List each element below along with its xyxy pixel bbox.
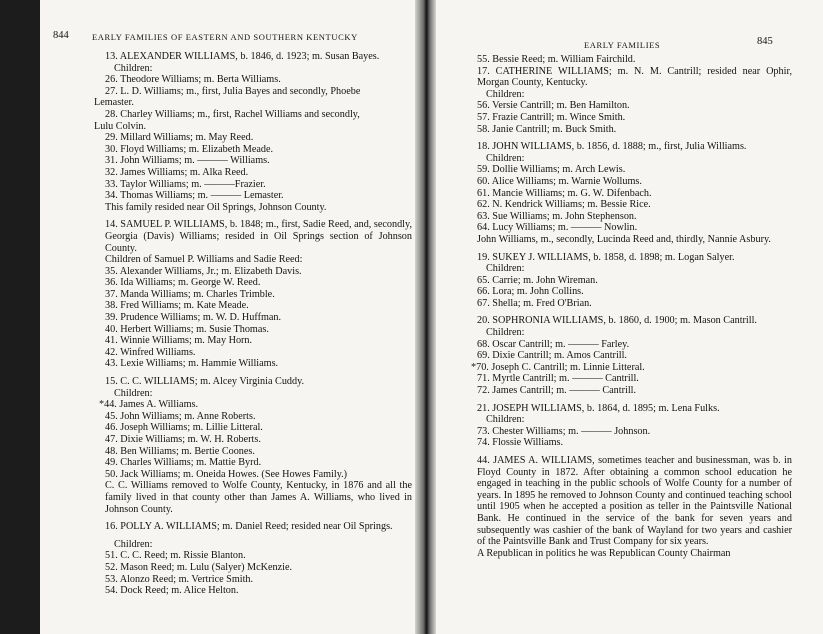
text-line: 54. Dock Reed; m. Alice Helton. bbox=[105, 585, 239, 597]
text-line: *70. Joseph C. Cantrill; m. Linnie Litteral. bbox=[471, 361, 645, 373]
left-running-head: EARLY FAMILIES OF EASTERN AND SOUTHERN KENTUCKY bbox=[92, 32, 358, 42]
text-line: 47. Dixie Williams; m. W. H. Roberts. bbox=[105, 434, 261, 445]
text-line: 30. Floyd Williams; m. Elizabeth Meade. bbox=[105, 143, 274, 155]
text-line: 52. Mason Reed; m. Lulu (Salyer) McKenzie. bbox=[105, 561, 293, 573]
text-line: 50. Jack Williams; m. Oneida Howes. (See Howes Family.) bbox=[105, 468, 348, 480]
text-line: 28. Charley Williams; m., first, Rachel Williams and secondly, bbox=[105, 108, 360, 120]
text-line: 59. Dollie Williams; m. Arch Lewis. bbox=[477, 164, 626, 176]
text-line: 61. Mancie Williams; m. G. W. Difenbach. bbox=[477, 187, 652, 199]
text-line: 62. N. Kendrick Williams; m. Bessie Rice. bbox=[477, 199, 651, 211]
text-line: 48. Ben Williams; m. Bertie Coones. bbox=[105, 445, 255, 457]
text-line: Children: bbox=[114, 538, 153, 550]
text-line: 19. SUKEY J. WILLIAMS, b. 1858, d. 1898; m. Logan Salyer. bbox=[477, 251, 735, 263]
text-line: Children of Samuel P. Williams and Sadie Reed: bbox=[105, 254, 303, 266]
left-page bbox=[40, 0, 415, 634]
text-line: 31. John Williams; m. ——— Williams. bbox=[105, 155, 270, 167]
text-line: A Republican in politics he was Republican County Chairman bbox=[477, 547, 731, 559]
right-page-number: 845 bbox=[757, 36, 773, 47]
text-line: 51. C. C. Reed; m. Rissie Blanton. bbox=[105, 550, 246, 562]
text-line: 37. Manda Williams; m. Charles Trimble. bbox=[105, 288, 275, 300]
text-paragraph: 17. CATHERINE WILLIAMS; m. N. M. Cantrill; resided near Ophir, Morgan County, Kentucky. bbox=[477, 65, 792, 89]
text-line: 41. Winnie Williams; m. May Horn. bbox=[105, 335, 253, 347]
text-line: 36. Ida Williams; m. George W. Reed. bbox=[105, 277, 261, 289]
text-line: 45. John Williams; m. Anne Roberts. bbox=[105, 410, 256, 422]
text-line: 69. Dixie Cantrill; m. Amos Cantrill. bbox=[477, 350, 627, 362]
text-line: 57. Frazie Cantrill; m. Wince Smith. bbox=[477, 111, 626, 123]
text-line: 73. Chester Williams; m. ——— Johnson. bbox=[477, 425, 651, 437]
text-line: 33. Taylor Williams; m. ———Frazier. bbox=[105, 178, 266, 190]
text-line: 27. L. D. Williams; m., first, Julia Bayes and secondly, Phoebe bbox=[105, 85, 361, 97]
text-line: Lulu Colvin. bbox=[94, 120, 147, 132]
text-line: Lemaster. bbox=[94, 97, 134, 109]
text-line: 72. James Cantrill; m. ——— Cantrill. bbox=[477, 385, 637, 397]
text-line: 38. Fred Williams; m. Kate Meade. bbox=[105, 300, 249, 312]
text-line: 26. Theodore Williams; m. Berta Williams. bbox=[105, 74, 281, 86]
left-page-number: 844 bbox=[53, 30, 69, 41]
text-line: 18. JOHN WILLIAMS, b. 1856, d. 1888; m., first, Julia Williams. bbox=[477, 141, 747, 153]
text-line: 34. Thomas Williams; m. ——— Lemaster. bbox=[105, 190, 284, 202]
book-gutter bbox=[415, 0, 436, 634]
right-page bbox=[436, 0, 823, 634]
text-line: *44. James A. Williams. bbox=[99, 399, 199, 411]
text-line: 64. Lucy Williams; m. ——— Nowlin. bbox=[477, 222, 638, 234]
text-line: 60. Alice Williams; m. Warnie Wollums. bbox=[477, 175, 642, 187]
text-line: 53. Alonzo Reed; m. Vertrice Smith. bbox=[105, 573, 254, 585]
text-line: Children: bbox=[486, 152, 525, 164]
text-line: 32. James Williams; m. Alka Reed. bbox=[105, 166, 249, 178]
text-line: 15. C. C. WILLIAMS; m. Alcey Virginia Cuddy. bbox=[105, 376, 305, 388]
text-line: 56. Versie Cantrill; m. Ben Hamilton. bbox=[477, 100, 630, 112]
text-line: 40. Herbert Williams; m. Susie Thomas. bbox=[105, 323, 269, 335]
text-line: This family resided near Oil Springs, Johnson County. bbox=[105, 201, 327, 213]
text-line: 42. Winfred Williams. bbox=[105, 346, 196, 358]
text-paragraph: John Williams, m., secondly, Lucinda Reed and, thirdly, Nannie Asbury. bbox=[477, 233, 771, 245]
text-line: 66. Lora; m. John Collins. bbox=[477, 286, 584, 298]
text-line: 74. Flossie Williams. bbox=[477, 437, 564, 449]
text-line: Children: bbox=[114, 62, 153, 74]
text-line: 49. Charles Williams; m. Mattie Byrd. bbox=[105, 457, 262, 469]
text-line: 71. Myrtle Cantrill; m. ——— Cantrill. bbox=[477, 373, 639, 385]
text-line: 39. Prudence Williams; m. W. D. Huffman. bbox=[105, 312, 282, 324]
text-line: Children: bbox=[486, 414, 525, 426]
text-line: 68. Oscar Cantrill; m. ——— Farley. bbox=[477, 338, 630, 350]
text-line: 46. Joseph Williams; m. Lillie Litteral. bbox=[105, 422, 263, 434]
text-line: 43. Lexie Williams; m. Hammie Williams. bbox=[105, 358, 279, 370]
text-line: 35. Alexander Williams, Jr.; m. Elizabeth Davis. bbox=[105, 265, 302, 277]
text-line: 58. Janie Cantrill; m. Buck Smith. bbox=[477, 123, 617, 135]
text-paragraph: C. C. Williams removed to Wolfe County, Kentucky, in 1876 and all the family lived in that county other than James A. Williams, who lived in Johnson County. bbox=[105, 480, 412, 515]
text-line: 20. SOPHRONIA WILLIAMS, b. 1860, d. 1900; m. Mason Cantrill. bbox=[477, 315, 757, 327]
text-line: 55. Bessie Reed; m. William Fairchild. bbox=[477, 54, 636, 65]
text-paragraph: 44. JAMES A. WILLIAMS, sometimes teacher and businessman, was b. in Floyd County in 1872. After obtaining a common school education he engaged in teaching in the public schools of Wolfe County for a number of years. In 1895 he removed to Johnson County and continued teaching school until 1905 when he accepted a position as teller in the Paintsville National Bank. He continued in the service of the bank for seven years and subsequently was cashier of the bank of Wayland for two years and cashier of the Paintsville Bank and Trust Company for six years. bbox=[477, 455, 792, 548]
text-line: 16. POLLY A. WILLIAMS; m. Daniel Reed; resided near Oil Springs. bbox=[105, 521, 393, 533]
text-line: 29. Millard Williams; m. May Reed. bbox=[105, 132, 254, 144]
left-page-text bbox=[94, 51, 412, 597]
text-line: Children: bbox=[486, 263, 525, 275]
text-line: 65. Carrie; m. John Wireman. bbox=[477, 274, 598, 286]
text-line: Children: bbox=[114, 387, 153, 399]
text-line: 21. JOSEPH WILLIAMS, b. 1864, d. 1895; m. Lena Fulks. bbox=[477, 402, 720, 414]
text-line: Children: bbox=[486, 88, 525, 100]
text-line: 13. ALEXANDER WILLIAMS, b. 1846, d. 1923; m. Susan Bayes. bbox=[105, 51, 380, 62]
right-running-head: EARLY FAMILIES bbox=[584, 40, 661, 50]
text-line: 63. Sue Williams; m. John Stephenson. bbox=[477, 210, 637, 222]
text-line: Children: bbox=[486, 327, 525, 339]
text-paragraph: 14. SAMUEL P. WILLIAMS, b. 1848; m., first, Sadie Reed, and, secondly, Georgia (Davis) Williams; resided in Oil Springs section of Johnson County. bbox=[105, 219, 412, 254]
text-line: 67. Shella; m. Fred O'Brian. bbox=[477, 297, 592, 309]
right-page-text bbox=[466, 54, 792, 559]
